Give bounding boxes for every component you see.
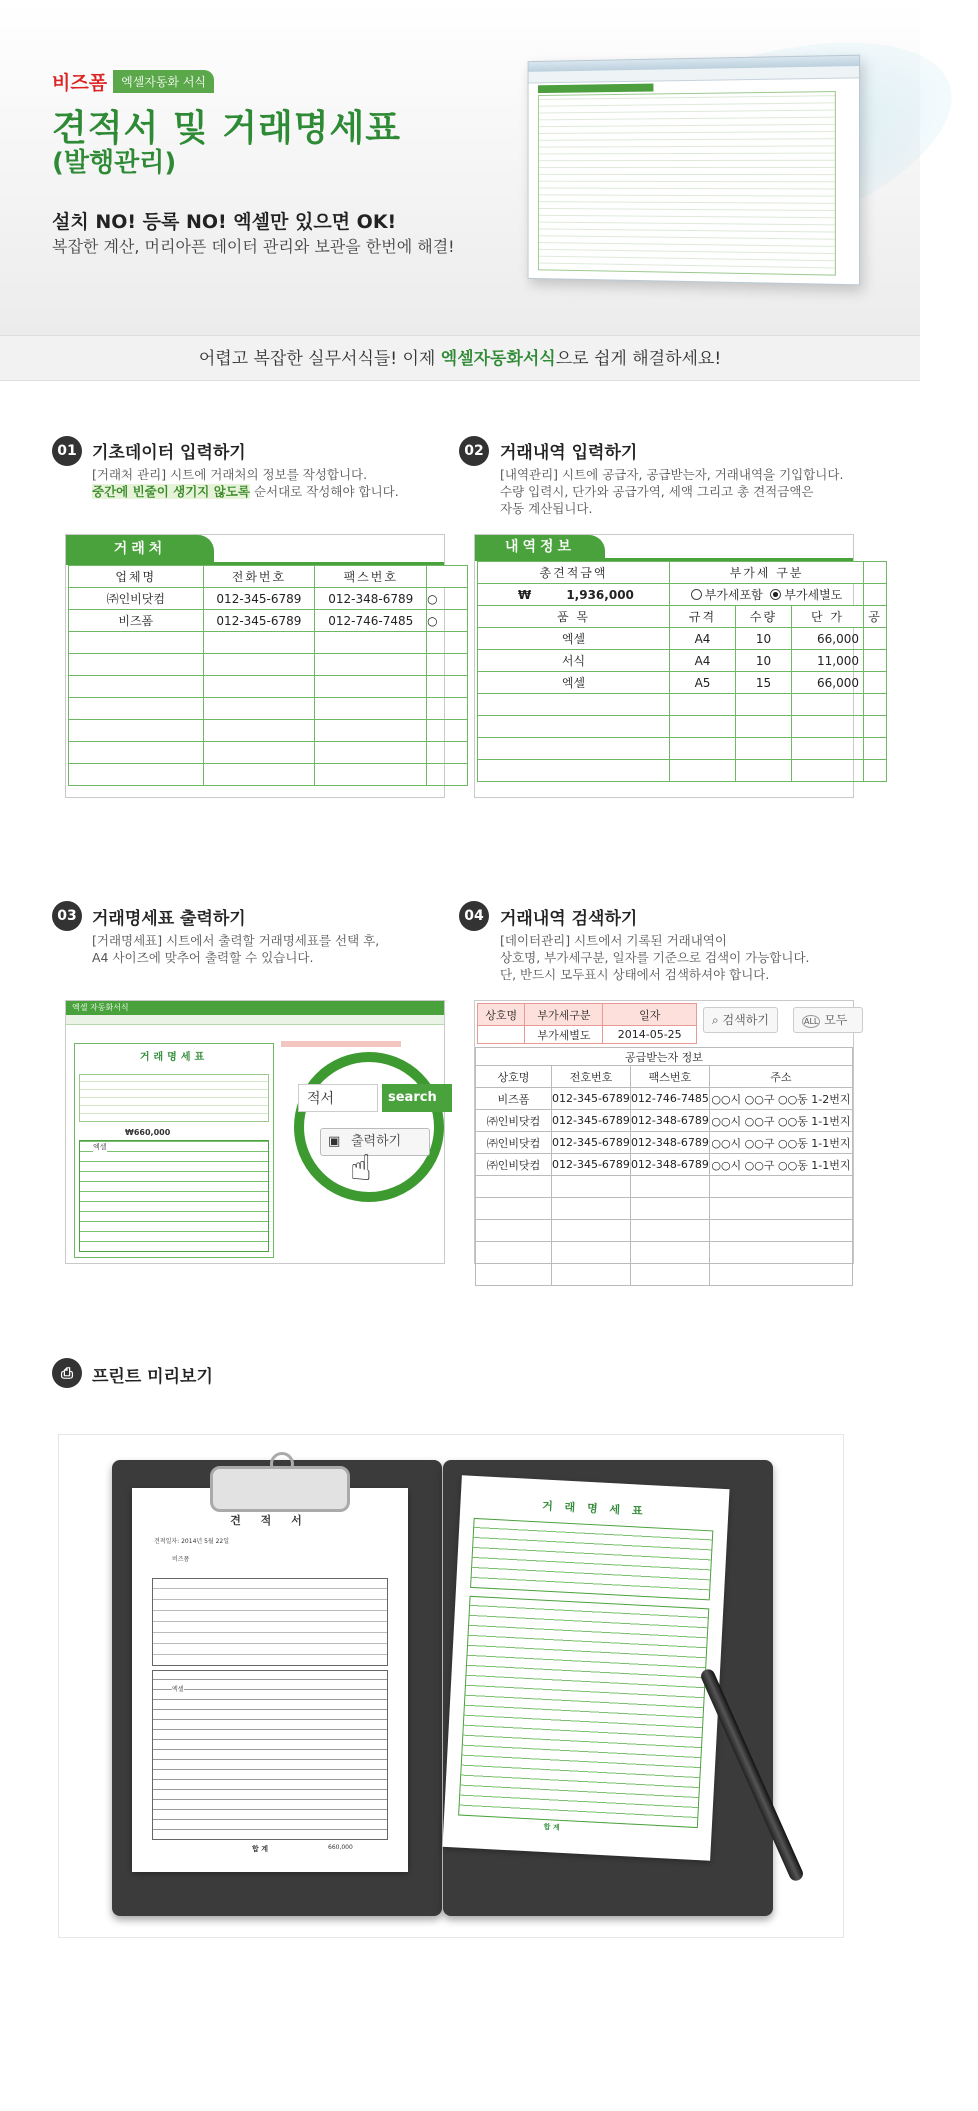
col-header: 팩스번호 <box>315 566 427 588</box>
promo-banner <box>0 335 920 381</box>
show-all-button[interactable]: ALL 모두 <box>793 1007 863 1033</box>
table-row[interactable]: ㈜인비닷컴 012-345-6789 012-348-6789 ○○시 ○○구 ○○동 1-1번지 <box>476 1110 853 1132</box>
clip-clamp <box>210 1466 350 1512</box>
filter-vat-select[interactable]: 부가세별도 <box>525 1026 603 1044</box>
table-row[interactable]: ㈜인비닷컴 012-345-6789 012-348-6789 ○○시 ○○구 ○○동 1-1번지 <box>476 1132 853 1154</box>
detail-table: 총견적금액 부가세 구분 ₩ 1,936,000 부가세포함 부가세별도 품 목 규격 수량 단 가 공 엑셀 A4 10 66,000 서식 A4 10 11,000 엑셀 A5 15 66,000 <box>477 561 887 782</box>
step-description: [거래처 관리] 시트에 거래처의 정보를 작성합니다. 중간에 빈줄이 생기지 않도록 순서대로 작성해야 합니다. <box>92 467 399 499</box>
search-records-button[interactable]: ⌕ 검색하기 <box>703 1007 778 1033</box>
tab-client: 거래처 <box>66 535 214 563</box>
banner-highlight: 엑셀자동화서식 <box>440 349 556 369</box>
hand-cursor-icon: ☝ <box>350 1148 372 1189</box>
vat-excl-radio[interactable] <box>770 589 781 600</box>
hero-headline: 설치 NO! 등록 NO! 엑셀만 있으면 OK! <box>52 211 397 233</box>
search-icon: ⌕ <box>712 1013 723 1027</box>
search-button[interactable]: search <box>382 1084 452 1112</box>
statement-paper: 거 래 명 세 표 합 계 <box>442 1475 729 1861</box>
statement-sheet-panel: 엑셀 자동화서식 거래명세표 ₩660,000 엑셀 <box>65 1000 445 1264</box>
filter-date-input[interactable]: 2014-05-25 <box>603 1026 697 1044</box>
estimate-paper: 견 적 서 견적일자: 2014년 5월 22일 비즈폼 엑셀 합 계 660,000 <box>132 1488 408 1872</box>
preview-title: 프린트 미리보기 <box>92 1367 213 1387</box>
brand-tag: 엑셀자동화 서식 <box>113 70 214 93</box>
app-titlebar: 엑셀 자동화서식 <box>66 1001 444 1015</box>
printer-icon: ⎙ <box>52 1358 82 1388</box>
data-sheet-panel <box>474 1000 854 1264</box>
step-description: [데이터관리] 시트에서 기록된 거래내역이 상호명, 부가세구분, 일자를 기준으로 검색이 가능합니다. 단, 반드시 모두표시 상태에서 검색하셔야 합니다. <box>500 933 810 982</box>
records-table: 공급받는자 정보 상호명 전호번호 팩스번호 주소 비즈폼 012-345-6789 012-746-7485 ○○시 ○○구 ○○동 1-2번지 ㈜인비닷컴 012-345-6789 012-348-6789 ○○시 ○○구 ○○동 1-1번지 ㈜인비닷컴 012-345-6789 012-348-6789 ○○시 ○○구 ○○동 1-1번지 ㈜인비닷컴 012-345-6789 012-348-6789 ○○시 ○○구 ○○동 1-1번지 <box>475 1047 853 1286</box>
filter-table: 상호명 부가세구분 일자 부가세별도 2014-05-25 <box>477 1003 697 1044</box>
step-title: 거래내역 입력하기 <box>500 443 638 463</box>
hero-subtitle: (발행관리) <box>52 148 177 178</box>
step-title: 거래내역 검색하기 <box>500 909 638 929</box>
banner-suffix: 으로 쉽게 해결하세요! <box>555 349 722 369</box>
table-row[interactable]: ㈜인비닷컴 012-345-6789 012-348-6789 ○ <box>69 588 468 610</box>
col-header: 업체명 <box>69 566 204 588</box>
col-header: 전화번호 <box>203 566 315 588</box>
printer-icon: ▣ <box>328 1134 341 1149</box>
client-sheet-panel <box>65 534 445 798</box>
table-row[interactable]: 엑셀 A5 15 66,000 <box>478 672 887 694</box>
brand <box>52 68 214 95</box>
total-amount: 1,936,000 <box>566 587 634 602</box>
table-row[interactable]: 비즈폼 012-345-6789 012-746-7485 ○ <box>69 610 468 632</box>
step-number: 04 <box>459 901 489 931</box>
zoom-callout <box>294 1052 444 1202</box>
client-table <box>68 565 468 786</box>
table-row[interactable]: 비즈폼 012-345-6789 012-746-7485 ○○시 ○○구 ○○동 1-2번지 <box>476 1088 853 1110</box>
step-title: 거래명세표 출력하기 <box>92 909 246 929</box>
step-title: 기초데이터 입력하기 <box>92 443 246 463</box>
step-number: 03 <box>52 901 82 931</box>
vat-incl-radio[interactable] <box>691 589 702 600</box>
print-button[interactable]: 출력하기 <box>320 1128 430 1156</box>
table-row[interactable]: ㈜인비닷컴 012-345-6789 012-348-6789 ○○시 ○○구 ○○동 1-1번지 <box>476 1154 853 1176</box>
form-title: 거래명세표 <box>139 1052 209 1063</box>
product-screenshot <box>528 55 860 286</box>
step-number: 02 <box>459 436 489 466</box>
estimate-title: 견 적 서 <box>230 1514 310 1527</box>
tab-detail: 내역정보 <box>475 535 605 559</box>
step-number: 01 <box>52 436 82 466</box>
detail-sheet-panel <box>474 534 882 798</box>
hero-description: 복잡한 계산, 머리아픈 데이터 관리와 보관을 한번에 해결! <box>52 237 455 256</box>
search-field[interactable]: 적서 <box>298 1084 378 1112</box>
statement-title: 거 래 명 세 표 <box>541 1499 647 1518</box>
step-description: [내역관리] 시트에 공급자, 공급받는자, 거래내역을 기입합니다. 수량 입력시, 단가와 공급가역, 세액 그리고 총 견적금액은 자동 계산됩니다. <box>500 467 844 516</box>
filter-company-input[interactable] <box>478 1026 525 1044</box>
all-icon: ALL <box>804 1017 819 1026</box>
banner-prefix: 어렵고 복잡한 실무서식들! 이제 <box>198 349 441 369</box>
hero-title: 견적서 및 거래명세표 <box>52 108 402 149</box>
table-row[interactable]: 엑셀 A4 10 66,000 <box>478 628 887 650</box>
step-description: [거래명세표] 시트에서 출력할 거래명세표를 선택 후, A4 사이즈에 맞추어 출력할 수 있습니다. <box>92 933 380 965</box>
table-row[interactable]: 서식 A4 10 11,000 <box>478 650 887 672</box>
brand-logo: 비즈폼 <box>52 72 108 94</box>
